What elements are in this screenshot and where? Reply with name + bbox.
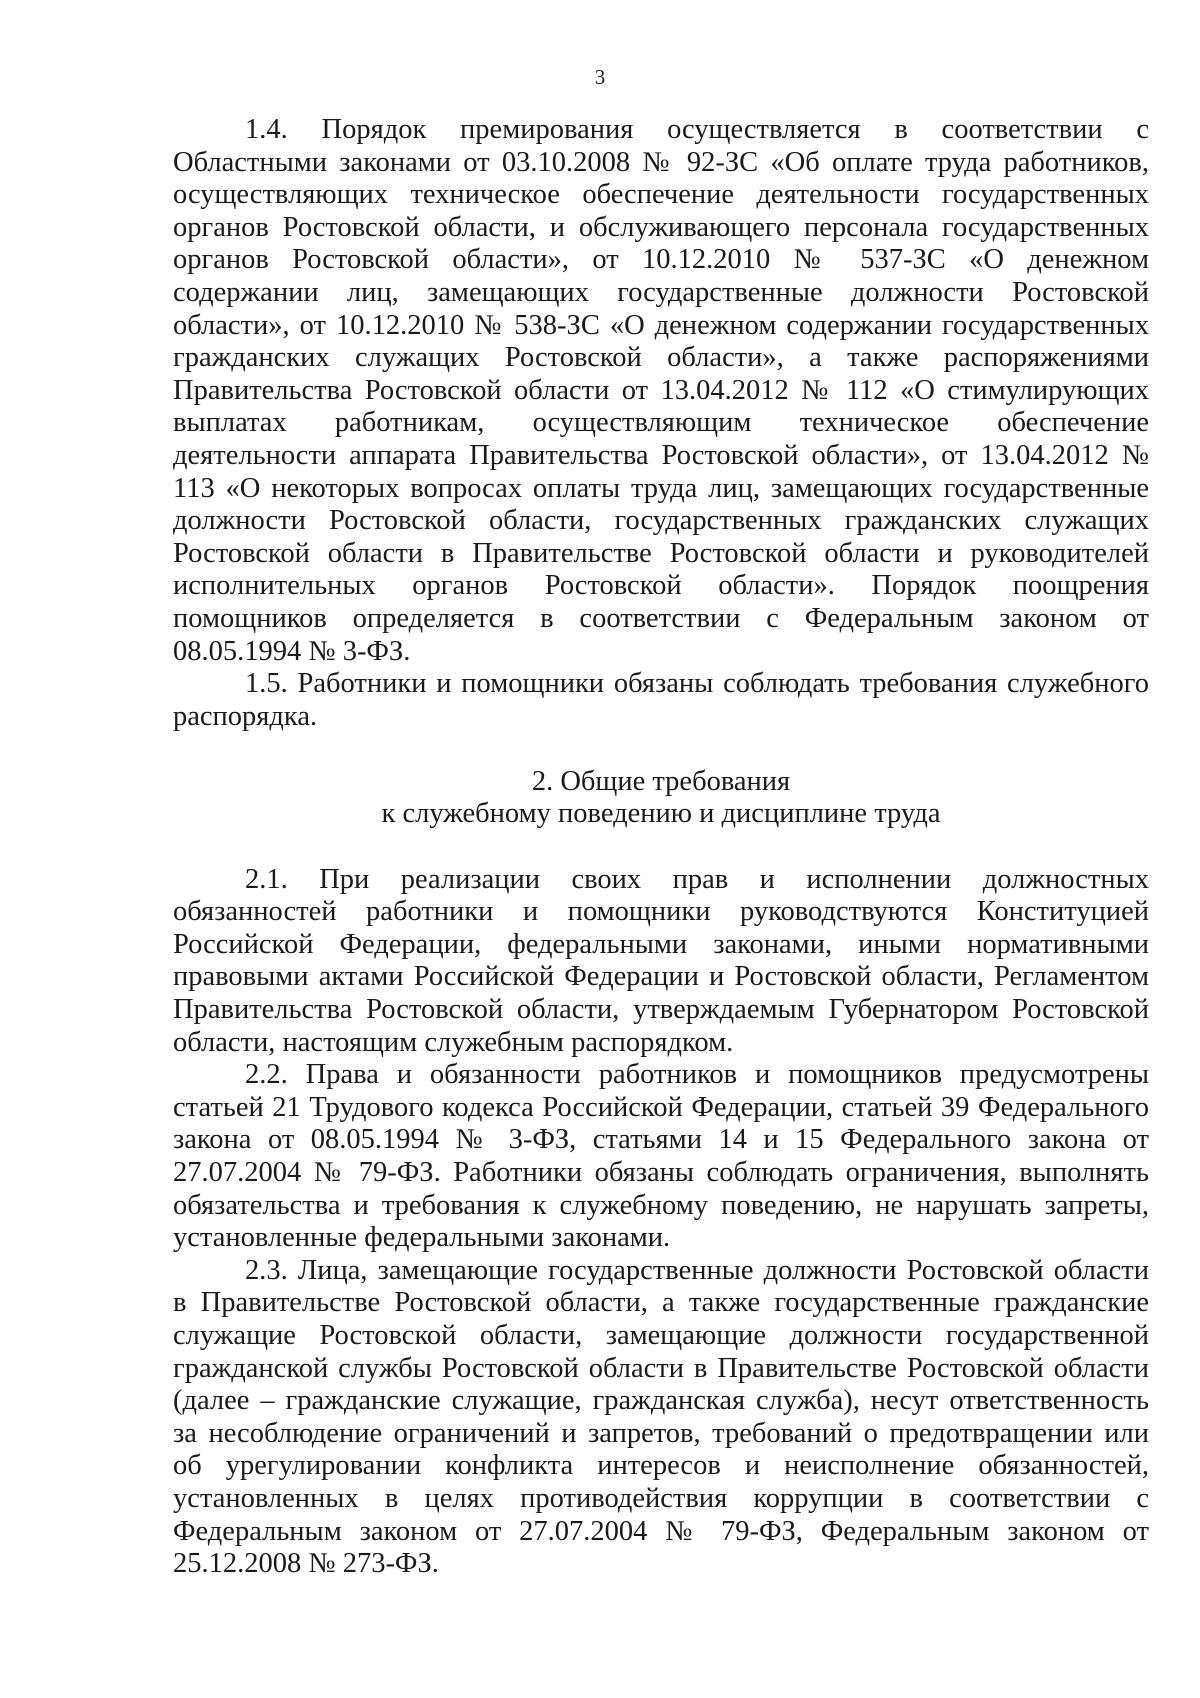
paragraph-1-5: 1.5. Работники и помощники обязаны соблюдать требования служебного распорядка. — [173, 668, 1149, 732]
paragraph-2-2: 2.2. Права и обязанности работников и помощников предусмотрены статьей 21 Трудового кодекса Российской Федерации, статьей 39 Федерального закона от 08.05.1994 № 3-ФЗ, статьями 14 и 15 Федерального закона от 27.07.2004 № 79-ФЗ. Работники обязаны соблюдать ограничения, выполнять обязательства и требования к служебному поведению, не нарушать запреты, установленные федеральными законами. — [173, 1059, 1149, 1254]
section-2-heading-line-1: 2. Общие требования — [531, 765, 791, 797]
paragraph-2-3: 2.3. Лица, замещающие государственные должности Ростовской области в Правительстве Ростовской области, а также государственные гражданские служащие Ростовской области, замещающие должности государственной гражданской службы Ростовской области в Правительстве Ростовской области (далее – гражданские служащие, гражданская служба), несут ответственность за несоблюдение ограничений и запретов, требований о предотвращении или об урегулировании конфликта интересов и неисполнение обязанностей, установленных в целях противодействия коррупции в соответствии с Федеральным законом от 27.07.2004 № 79-ФЗ, Федеральным законом от 25.12.2008 № 273-ФЗ. — [173, 1254, 1149, 1580]
spacer — [173, 831, 1149, 864]
paragraph-1-4: 1.4. Порядок премирования осуществляется в соответствии с Областными законами от 03.10.2008 № 92-ЗС «Об оплате труда работников, осуществляющих техническое обеспечение деятельности государственных органов Ростовской области, и обслуживающего персонала государственных органов Ростовской области», от 10.12.2010 № 537-ЗС «О денежном содержании лиц, замещающих государственные должности Ростовской области», от 10.12.2010 № 538-ЗС «О денежном содержании государственных гражданских служащих Ростовской области», а также распоряжениями Правительства Ростовской области от 13.04.2012 № 112 «О стимулирующих выплатах работникам, осуществляющим техническое обеспечение деятельности аппарата Правительства Ростовской области», от 13.04.2012 № 113 «О некоторых вопросах оплаты труда лиц, замещающих государственные должности Ростовской области, государственных гражданских служащих Ростовской области в Правительстве Ростовской области и руководителей исполнительных органов Ростовской области». Порядок поощрения помощников определяется в соответствии с Федеральным законом от 08.05.1994 № 3-ФЗ. — [173, 114, 1149, 667]
paragraph-2-1: 2.1. При реализации своих прав и исполнении должностных обязанностей работники и помощники руководствуются Конституцией Российской Федерации, федеральными законами, иными нормативными правовыми актами Российской Федерации и Ростовской области, Регламентом Правительства Ростовской области, утверждаемым Губернатором Ростовской области, настоящим служебным распорядком. — [173, 863, 1149, 1058]
section-2-heading-line-2: к служебному поведению и дисциплине труда — [381, 798, 941, 830]
document-body — [173, 114, 1149, 1581]
spacer — [173, 733, 1149, 766]
page-number: 3 — [594, 65, 606, 89]
